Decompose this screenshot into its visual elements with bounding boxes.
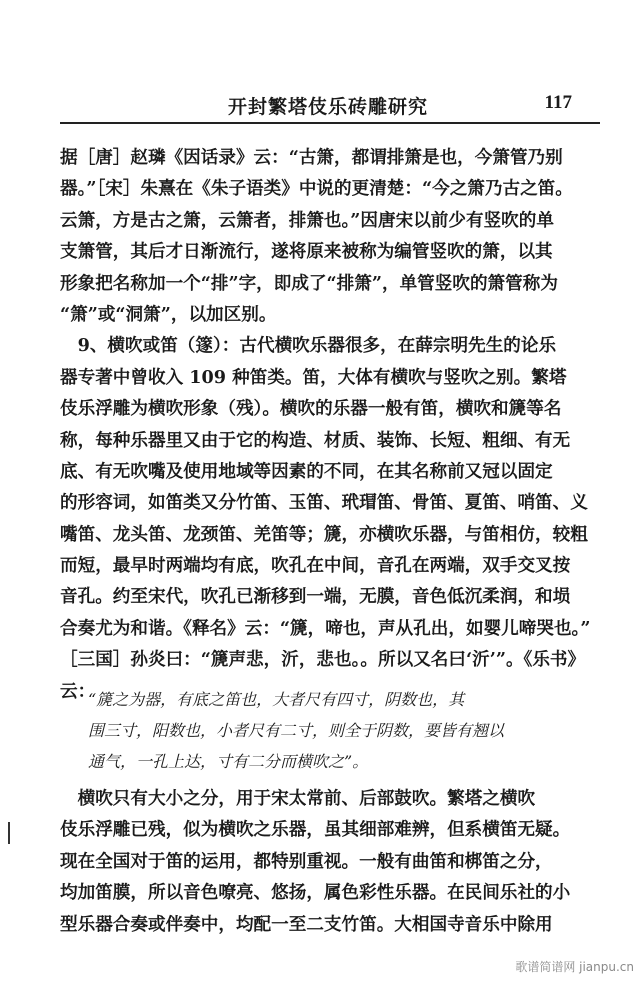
text-line: 合奏尤为和谐。《释名》云：“篪，啼也，声从孔出，如婴儿啼哭也。” (60, 617, 591, 639)
body-text-continued (60, 783, 600, 940)
text-line: 器专著中曾收入 109 种笛类。笛，大体有横吹与竖吹之别。繁塔 (60, 366, 567, 388)
text-line: 横吹只有大小之分，用于宋太常前、后部鼓吹。繁塔之横吹 (60, 788, 536, 809)
text-line: 嘴笛、龙头笛、龙颈笛、羌笛等；篪，亦横吹乐器，与笛相仿，较粗 (60, 523, 588, 545)
quote-line: 通气，一孔上达，寸有二分而横吹之”。 (88, 752, 369, 771)
running-title: 开封繁塔伎乐砖雕研究 (228, 96, 429, 118)
page-header (60, 88, 580, 118)
text-line: 底、有无吹嘴及使用地域等因素的不同，在其名称前又冠以固定 (60, 460, 553, 482)
header-rule (60, 122, 600, 124)
text-line: 称，每种乐器里又由于它的构造、材质、装饰、长短、粗细、有无 (60, 429, 571, 451)
quote-line: “篪之为器，有底之笛也，大者尺有四寸，阴数也，其 (88, 690, 465, 709)
text-line: 而短，最早时两端均有底，吹孔在中间，音孔在两端，双手交叉按 (60, 555, 571, 577)
text-line: 据［唐］赵璘《因话录》云：“古箫，都谓排箫是也，今箫管乃别 (60, 147, 563, 168)
text-line: 伎乐浮雕已残，似为横吹之乐器，虽其细部难辨，但系横笛无疑。 (60, 819, 571, 841)
body-text (60, 142, 600, 707)
text-line: 型乐器合奏或伴奏中，均配一至二支竹笛。大相国寺音乐中除用 (60, 913, 553, 935)
text-line: 形象把名称加一个“排”字，即成了“排箫”，单管竖吹的箫管称为 (60, 272, 558, 294)
text-line: 现在全国对于笛的运用，都特别重视。一般有曲笛和梆笛之分， (60, 850, 553, 872)
watermark: 歌谱简谱网 jianpu.cn (515, 960, 634, 974)
text-line: 云箫，方是古之箫，云箫者，排箫也。”因唐宋以前少有竖吹的单 (60, 209, 554, 231)
page-number: 117 (544, 92, 572, 113)
text-line: “箫”或“洞箫”，以加区别。 (60, 303, 277, 325)
text-line: 器。”［宋］朱熹在《朱子语类》中说的更清楚：“今之箫乃古之笛。 (60, 178, 573, 200)
text-line: 均加笛膜，所以音色嘹亮、悠扬，属色彩性乐器。在民间乐社的小 (60, 882, 571, 904)
text-line: 支箫管，其后才日渐流行，遂将原来被称为编管竖吹的箫，以其 (60, 241, 553, 263)
margin-mark (8, 822, 10, 844)
quote-line: 围三寸，阳数也，小者尺有二寸，则全于阴数，要皆有翘以 (88, 721, 505, 740)
text-line: 音孔。约至宋代，吹孔已渐移到一端，无膜，音色低沉柔润，和埙 (60, 586, 571, 608)
text-line: ［三国］孙炎曰：“篪声悲，沂，悲也。。所以又名曰‘沂’”。《乐书》 (60, 649, 586, 671)
text-line: 9、横吹或笛（篴）：古代横吹乐器很多，在薛宗明先生的论乐 (60, 335, 557, 357)
text-line: 伎乐浮雕为横吹形象（残）。横吹的乐器一般有笛，横吹和篪等名 (60, 398, 562, 420)
block-quote (88, 684, 596, 777)
text-line: 云： (60, 680, 96, 702)
text-line: 的形容词，如笛类又分竹笛、玉笛、玳瑁笛、骨笛、夏笛、哨笛、义 (60, 492, 588, 514)
